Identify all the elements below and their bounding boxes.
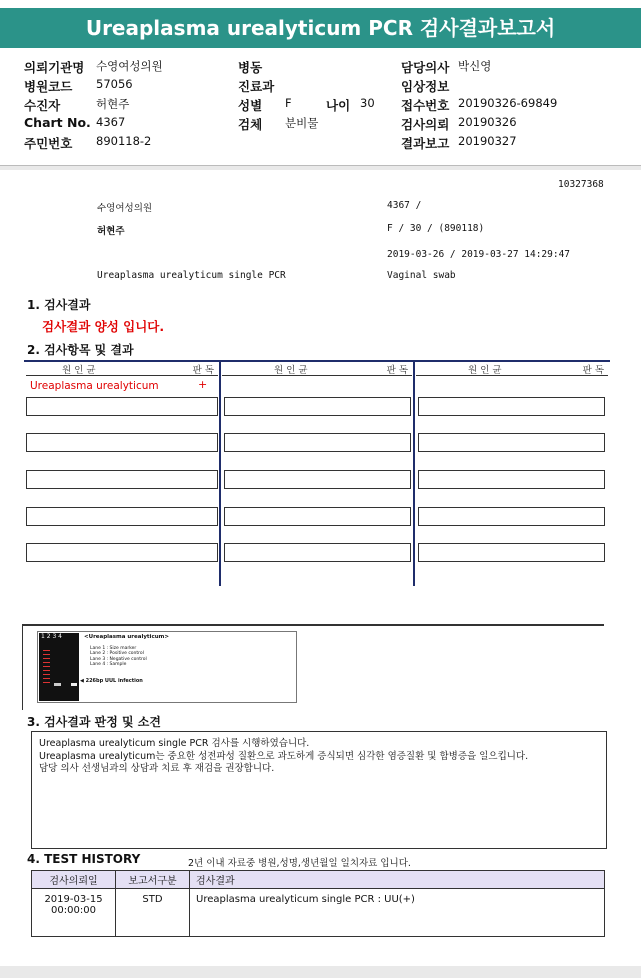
specimen-label: 검체	[238, 117, 263, 132]
result-cell	[26, 470, 218, 489]
report-date-label: 결과보고	[401, 136, 450, 151]
report-date-value: 20190327	[458, 134, 517, 148]
report-header	[0, 0, 641, 166]
hospital-label: 의뢰기관명	[24, 60, 85, 75]
result-cell	[224, 397, 411, 416]
judgment-header: 판 독	[386, 365, 408, 376]
history-header-date: 검사의뢰일	[32, 871, 116, 889]
gel-legend	[90, 646, 147, 668]
dept-label: 진료과	[238, 79, 275, 94]
grid-col-header-1	[26, 362, 218, 376]
sex-label: 성별	[238, 98, 263, 113]
result-cell	[224, 470, 411, 489]
code-label: 병원코드	[24, 79, 73, 94]
judgment-header: 판 독	[192, 365, 214, 376]
ward-label: 병동	[238, 60, 263, 75]
result-cell	[224, 507, 411, 526]
gel-legend-line: Lane 2 : Positive control	[90, 651, 144, 657]
gel-legend-line: Lane 3 : Negative control	[90, 656, 147, 662]
judgment-header: 판 독	[582, 365, 604, 376]
gel-legend-line: Lane 1 : Size marker	[90, 646, 137, 651]
gel-band-label: ◀ 226bp UUL infection	[80, 678, 143, 684]
size-marker-band	[43, 647, 50, 685]
grid-divider	[219, 360, 221, 586]
result-cell	[224, 433, 411, 452]
clinical-label: 임상정보	[401, 79, 450, 94]
pathogen-header: 원 인 균	[62, 365, 96, 376]
receipt-label: 접수번호	[401, 98, 450, 113]
pathogen-header: 원 인 균	[468, 365, 502, 376]
table-row	[32, 889, 605, 937]
report-dates: 2019-03-26 / 2019-03-27 14:29:47	[387, 249, 571, 260]
report-sex-age: F / 30 / (890118)	[387, 223, 485, 234]
specimen-value: 분비물	[285, 116, 319, 130]
history-date-cell	[32, 889, 116, 937]
report-number: 10327368	[558, 179, 604, 190]
code-value: 57056	[96, 77, 133, 91]
result-cell	[418, 397, 605, 416]
history-header-row	[32, 871, 605, 889]
gel-lane-numbers: 1 2 3 4	[41, 633, 62, 640]
report-specimen: Vaginal swab	[387, 270, 456, 281]
chart-value: 4367	[96, 115, 126, 129]
chart-label: Chart No.	[24, 115, 91, 130]
report-hospital: 수영여성의원	[97, 203, 153, 214]
grid-divider	[413, 360, 415, 586]
doctor-value: 박신영	[458, 59, 492, 73]
organism-name: Ureaplasma urealyticum	[30, 380, 159, 392]
sex-value: F	[285, 96, 292, 110]
history-time: 00:00:00	[51, 905, 96, 916]
grid-col-header-3	[416, 362, 608, 376]
receipt-value: 20190326-69849	[458, 96, 558, 110]
history-table	[31, 870, 605, 937]
positive-control-band	[54, 683, 61, 686]
rrn-value: 890118-2	[96, 134, 152, 148]
hospital-value: 수영여성의원	[96, 59, 163, 73]
history-result: Ureaplasma urealyticum single PCR : UU(+)	[190, 889, 605, 937]
comment-line: 담당 의사 선생님과의 상담과 치료 후 재검을 권장합니다.	[39, 763, 275, 774]
section-4-title: 4. TEST HISTORY	[27, 852, 141, 866]
patient-label: 수진자	[24, 98, 61, 113]
doctor-label: 담당의사	[401, 60, 450, 75]
report-patient: 허현주	[97, 226, 125, 237]
result-cell	[26, 397, 218, 416]
sample-band	[71, 683, 77, 686]
gel-legend-line: Lane 4 : Sample	[90, 662, 127, 668]
age-value: 30	[360, 96, 375, 110]
comment-line: Ureaplasma urealyticum는 중요한 성전파성 질환으로 과도하게 증식되면 심각한 염증질환 및 합병증을 일으킵니다.	[39, 750, 529, 762]
result-cell	[418, 507, 605, 526]
history-date: 2019-03-15	[44, 894, 103, 905]
section-1-title: 1. 검사결과	[27, 298, 91, 312]
result-cell	[418, 543, 605, 562]
rrn-label: 주민번호	[24, 136, 73, 151]
report-test-name: Ureaplasma urealyticum single PCR	[97, 270, 286, 281]
history-header-type: 보고서구분	[116, 871, 190, 889]
result-cell	[26, 543, 218, 562]
history-note: 2년 이내 자료중 병원,성명,생년월일 일치자료 입니다.	[188, 858, 411, 869]
comment-box	[31, 731, 607, 849]
request-label: 검사의뢰	[401, 117, 450, 132]
result-cell	[224, 543, 411, 562]
report-page	[0, 170, 641, 966]
request-value: 20190326	[458, 115, 517, 129]
gel-electrophoresis-image	[37, 631, 297, 703]
result-cell	[26, 507, 218, 526]
result-cell	[418, 433, 605, 452]
report-chart: 4367 /	[387, 200, 422, 211]
gel-caption: <Ureaplasma urealyticum>	[84, 634, 169, 640]
patient-value: 허현주	[96, 97, 130, 111]
history-type: STD	[116, 889, 190, 937]
positive-result: 검사결과 양성 입니다.	[42, 319, 165, 334]
result-cell	[26, 433, 218, 452]
history-header-result: 검사결과	[190, 871, 605, 889]
result-cell	[418, 470, 605, 489]
section-2-title: 2. 검사항목 및 결과	[27, 343, 134, 357]
report-title: Ureaplasma urealyticum PCR 검사결과보고서	[0, 8, 641, 48]
grid-col-header-2	[222, 362, 412, 376]
organism-result: +	[198, 378, 208, 391]
comment-line: Ureaplasma urealyticum single PCR 검사를 시행하였습니다.	[39, 738, 310, 749]
section-3-title: 3. 검사결과 판정 및 소견	[27, 715, 161, 729]
age-label: 나이	[326, 98, 351, 113]
pathogen-header: 원 인 균	[274, 365, 308, 376]
gel-lanes	[39, 633, 79, 701]
